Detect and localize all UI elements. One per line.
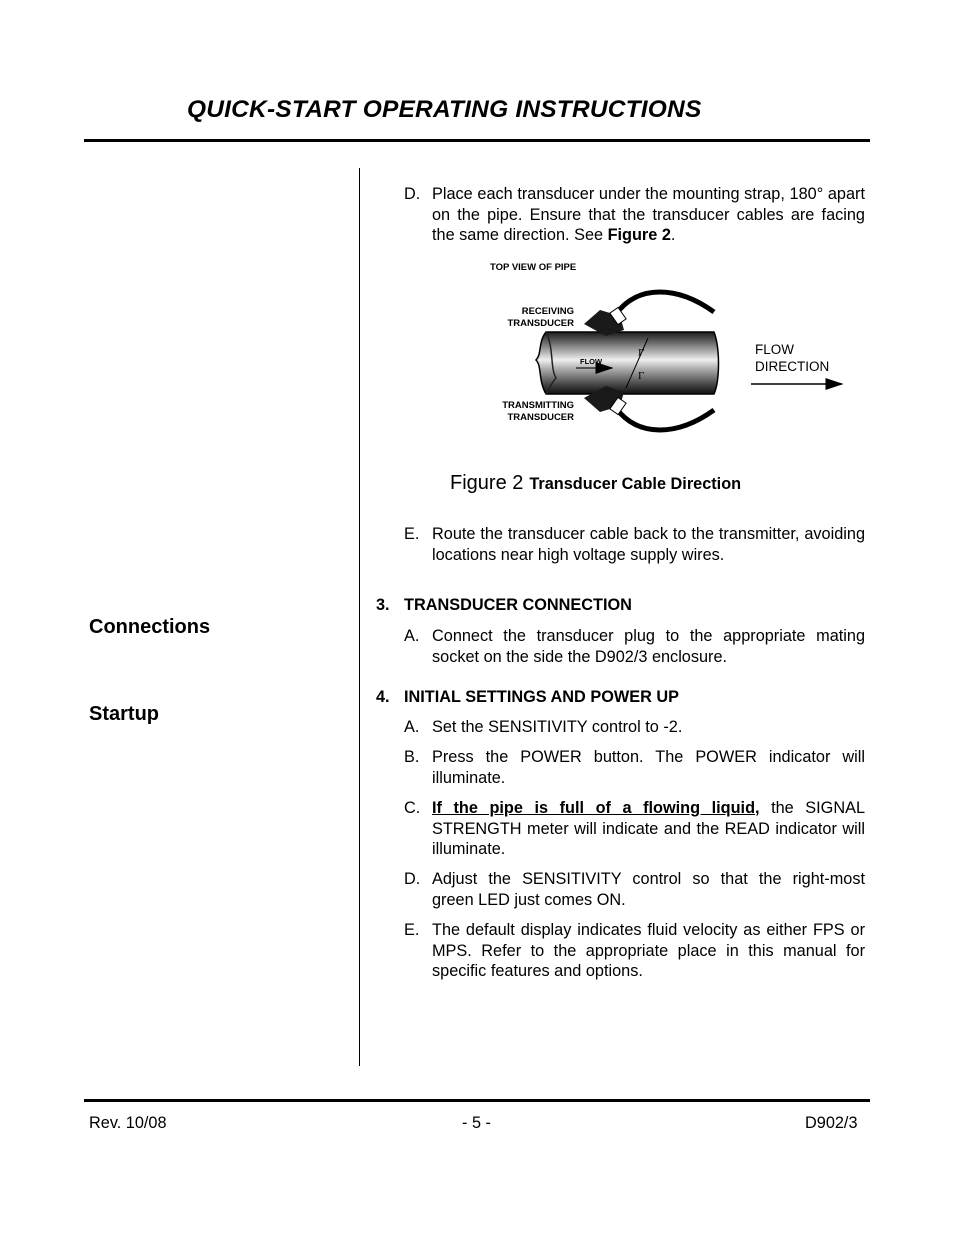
section-4-heading	[376, 688, 679, 707]
section-3-heading	[376, 596, 632, 615]
section-4-item-e	[404, 920, 865, 982]
figure-top-label: TOP VIEW OF PIPE	[490, 262, 577, 273]
step-text: Press the POWER button. The POWER indicator will illuminate.	[432, 748, 865, 787]
section-title: TRANSDUCER CONNECTION	[404, 596, 632, 614]
step-label: B.	[404, 748, 420, 766]
footer-model: D902/3	[805, 1114, 858, 1132]
transmitting-cable	[616, 408, 714, 430]
step-d	[404, 184, 865, 246]
section-4-item-d	[404, 869, 865, 910]
step-label: A.	[404, 718, 420, 736]
flow-label: FLOW	[580, 357, 603, 366]
sidebar-heading-connections: Connections	[89, 616, 211, 638]
step-label: D.	[404, 870, 421, 888]
figure-caption	[450, 472, 741, 495]
footer-rule	[84, 1099, 870, 1102]
step-label: A.	[404, 627, 420, 645]
header-rule	[84, 139, 870, 142]
column-divider	[359, 168, 360, 1066]
section-number: 4.	[376, 688, 390, 706]
flow-direction-label-line1: FLOW	[755, 342, 794, 357]
step-e	[404, 524, 865, 565]
step-text: If the pipe is full of a flowing liquid, the SIGNAL STRENGTH meter will indicate and the READ indicator will illuminate.	[432, 799, 865, 859]
gamma-upper-symbol: Γ	[638, 347, 645, 359]
figure-number: Figure 2	[450, 472, 524, 494]
section-3-item-a	[404, 626, 865, 667]
step-label: C.	[404, 799, 421, 817]
section-number: 3.	[376, 596, 390, 614]
flow-direction-label-line2: DIRECTION	[755, 359, 830, 374]
step-text: Connect the transducer plug to the appropriate mating socket on the side the D902/3 enclosure.	[432, 627, 865, 666]
footer-page-number: - 5 -	[462, 1114, 491, 1132]
step-text: Adjust the SENSITIVITY control so that the right-most green LED just comes ON.	[432, 870, 865, 909]
step-label: E.	[404, 921, 420, 939]
section-4-item-c	[404, 798, 865, 860]
sidebar-heading-startup: Startup	[89, 703, 159, 725]
receiving-cable	[616, 292, 714, 314]
step-text: The default display indicates fluid velocity as either FPS or MPS. Refer to the appropriate place in this manual for specific features and options.	[432, 921, 865, 981]
gamma-lower-symbol: Γ	[638, 370, 645, 382]
figure-title: Transducer Cable Direction	[529, 475, 742, 493]
transducer-figure	[488, 256, 848, 436]
transmitting-label-line1: TRANSMITTING	[502, 400, 574, 411]
step-label: D.	[404, 185, 421, 203]
section-4-item-b	[404, 747, 865, 788]
step-text: Set the SENSITIVITY control to -2.	[432, 718, 683, 736]
step-text: Route the transducer cable back to the transmitter, avoiding locations near high voltage supply wires.	[432, 525, 865, 564]
page-title: QUICK-START OPERATING INSTRUCTIONS	[187, 96, 702, 123]
section-4-item-a	[404, 717, 865, 738]
transmitting-label-line2: TRANSDUCER	[507, 412, 574, 423]
step-label: E.	[404, 525, 420, 543]
figure-reference: Figure 2	[607, 226, 671, 245]
footer-revision: Rev. 10/08	[89, 1114, 167, 1132]
emphasis-text: If the pipe is full of a flowing liquid,	[432, 799, 760, 817]
receiving-label-line1: RECEIVING	[521, 306, 574, 317]
receiving-label-line2: TRANSDUCER	[507, 318, 574, 329]
section-title: INITIAL SETTINGS AND POWER UP	[404, 688, 679, 706]
step-text: Place each transducer under the mounting strap, 180° apart on the pipe. Ensure that the transducer cables are facing the same direction. See Figure 2.	[432, 185, 865, 245]
